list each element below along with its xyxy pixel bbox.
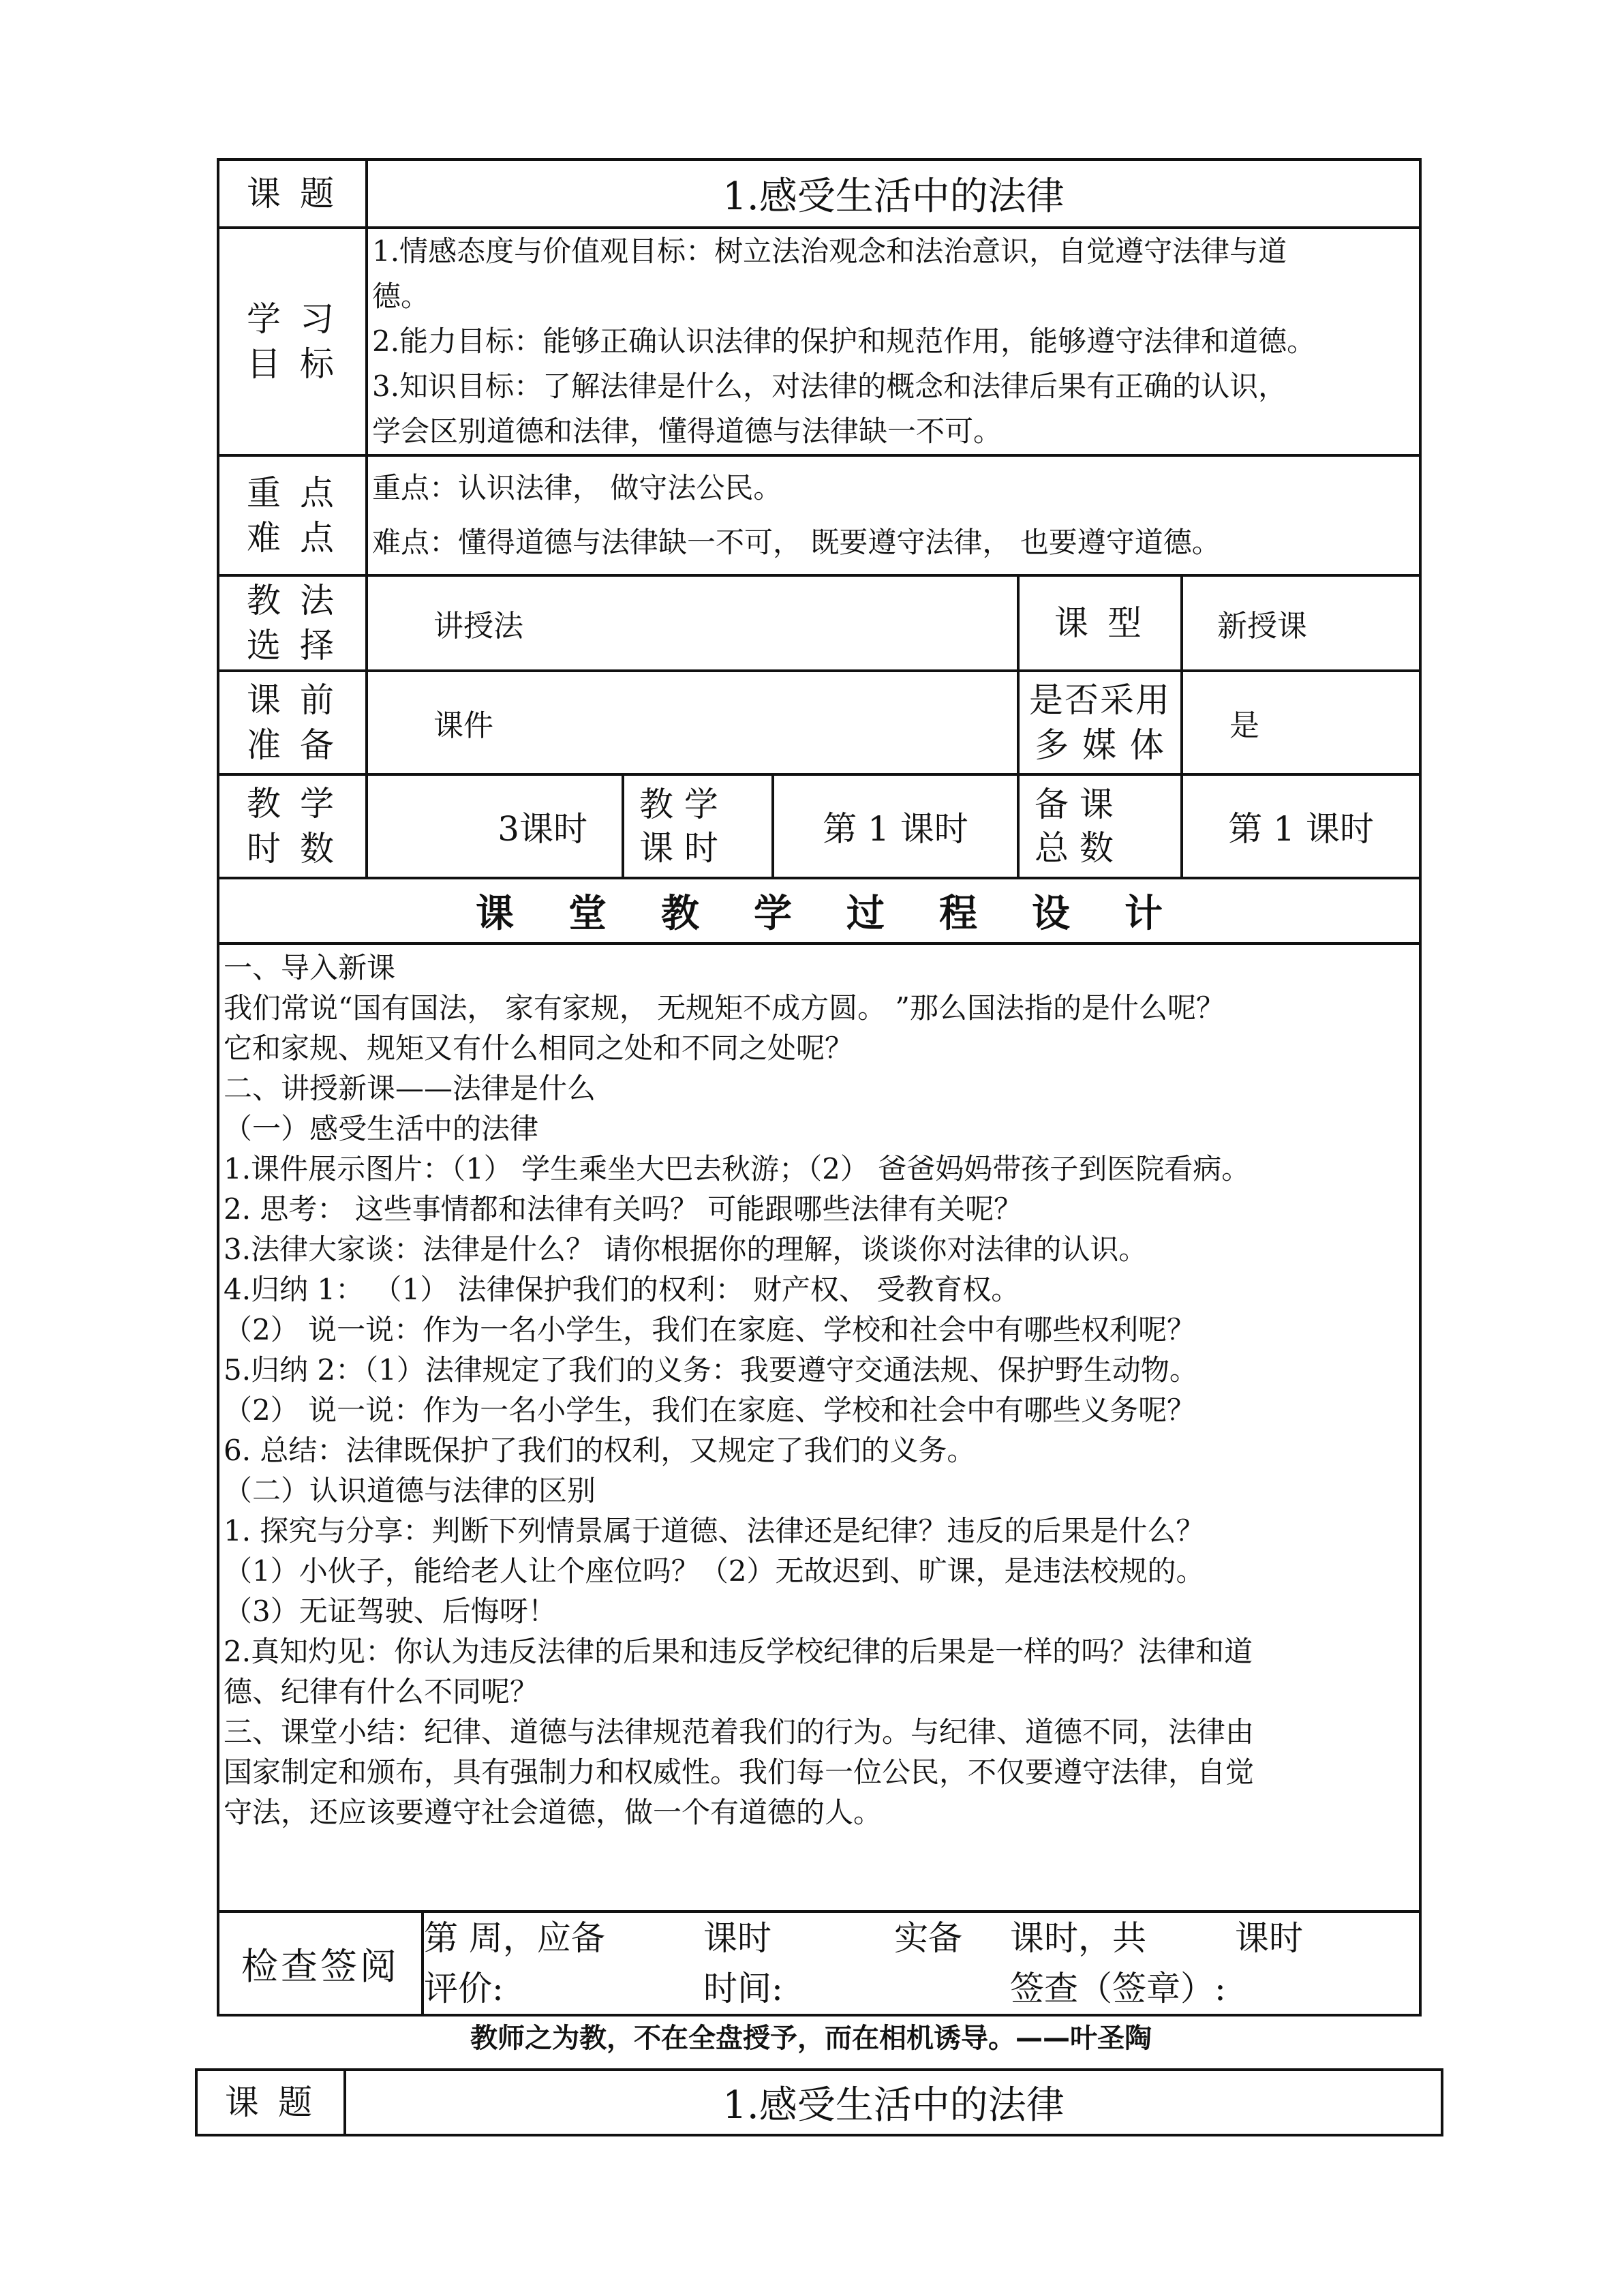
teach-hours-label: 教 学 课 时 [623,774,773,878]
objective-line: 学会区别道德和法律，懂得道德与法律缺一不可。 [372,414,1003,448]
process-line: （2） 说一说：作为一名小学生，我们在家庭、学校和社会中有哪些义务呢？ [224,1393,1196,1427]
process-line: 一、导入新课 [224,951,396,984]
process-line: 5.归纳 2：（1）法律规定了我们的义务：我要遵守交通法规、保护野生动物。 [224,1353,1198,1387]
process-line: （一）感受生活中的法律 [224,1112,539,1145]
process-line: 守法，还应该要遵守社会道德，做一个有道德的人。 [224,1796,883,1829]
key-points-content [367,455,1420,575]
lesson-plan-table [217,158,1422,2016]
check-content [424,1913,1419,2014]
second-lesson-table [195,2068,1443,2136]
prep-label: 课 前 准 备 [218,671,367,774]
multimedia-label: 是否采用 多 媒 体 [1018,671,1182,774]
hours-label: 教 学 时 数 [218,774,367,878]
process-line: 2.真知灼见：你认为违反法律的后果和违反学校纪律的后果是一样的吗？法律和道 [224,1635,1253,1668]
topic-label: 课 题 [196,2070,345,2135]
objective-line: 德。 [372,280,430,313]
process-line: （3）无证驾驶、后悔呀！ [224,1595,557,1628]
process-line: 6. 总结：法律既保护了我们的权利，又规定了我们的义务。 [224,1434,976,1467]
prep-total-label: 备 课 总 数 [1018,774,1182,878]
process-line: 1.课件展示图片：（1） 学生乘坐大巴去秋游；（2） 爸爸妈妈带孩子到医院看病。 [224,1152,1251,1185]
process-line: 德、纪律有什么不同呢？ [224,1675,539,1708]
process-line: 2. 思考： 这些事情都和法律有关吗？ 可能跟哪些法律有关呢？ [224,1192,1023,1226]
process-header: 课 堂 教 学 过 程 设 计 [218,878,1420,943]
process-line: 二、讲授新课——法律是什么 [224,1072,596,1105]
process-line: （二）认识道德与法律的区别 [224,1474,596,1507]
process-line: 它和家规、规矩又有什么相同之处和不同之处呢？ [224,1031,854,1065]
topic-title: 1.感受生活中的法律 [345,2070,1442,2135]
key-points-label: 重 点 难 点 [218,455,367,575]
difficult-point: 难点：懂得道德与法律缺一不可， 既要遵守法律， 也要遵守道德。 [372,526,1221,559]
process-line: 国家制定和颁布，具有强制力和权威性。我们每一位公民，不仅要遵守法律，自觉 [224,1755,1255,1789]
process-content [218,943,1420,1912]
objective-line: 3.知识目标：了解法律是什么，对法律的概念和法律后果有正确的认识， [372,369,1287,403]
lesson-type-value: 新授课 [1182,575,1420,671]
prep-value: 课件 [367,671,1018,774]
process-line: （1）小伙子，能给老人让个座位吗？（2）无故迟到、旷课，是违法校规的。 [224,1554,1205,1588]
objectives-label: 学 习 目 标 [218,228,367,455]
check-row [218,1912,1420,2015]
topic-title: 1.感受生活中的法律 [367,160,1420,228]
process-line: 4.归纳 1： （1） 法律保护我们的权利： 财产权、 受教育权。 [224,1273,1020,1306]
objective-line: 1.情感态度与价值观目标：树立法治观念和法治意识，自觉遵守法律与道 [372,235,1287,268]
lesson-type-label: 课 型 [1018,575,1182,671]
check-label: 检查签阅 [219,1913,424,2014]
process-line: 1. 探究与分享：判断下列情景属于道德、法律还是纪律？违反的后果是什么？ [224,1514,1205,1547]
process-line: 我们常说“国有国法， 家有家规， 无规矩不成方圆。 ”那么国法指的是什么呢？ [224,991,1225,1025]
process-line: 三、课堂小结：纪律、道德与法律规范着我们的行为。与纪律、道德不同，法律由 [224,1715,1255,1749]
process-line: （2） 说一说：作为一名小学生，我们在家庭、学校和社会中有哪些权利呢？ [224,1313,1196,1346]
teach-hours-value: 第 1 课时 [773,774,1018,878]
topic-label: 课 题 [218,160,367,228]
key-point: 重点：认识法律， 做守法公民。 [372,471,782,504]
teacher-quote: 教师之为教，不在全盘授予，而在相机诱导。——叶圣陶 [470,2023,1152,2054]
check-line-1: 第 周，应备 课时 实备 课时，共 课时 [424,1918,1303,1958]
method-label: 教 法 选 择 [218,575,367,671]
prep-total-value: 第 1 课时 [1182,774,1420,878]
objective-line: 2.能力目标：能够正确认识法律的保护和规范作用，能够遵守法律和道德。 [372,324,1316,358]
method-value: 讲授法 [367,575,1018,671]
hours-value: 3课时 [367,774,623,878]
objectives-content [367,228,1420,455]
process-line: 3.法律大家谈：法律是什么？ 请你根据你的理解，谈谈你对法律的认识。 [224,1233,1148,1266]
multimedia-value: 是 [1182,671,1420,774]
check-line-2: 评价: 时间: 签查（签章）: [424,1969,1226,2008]
